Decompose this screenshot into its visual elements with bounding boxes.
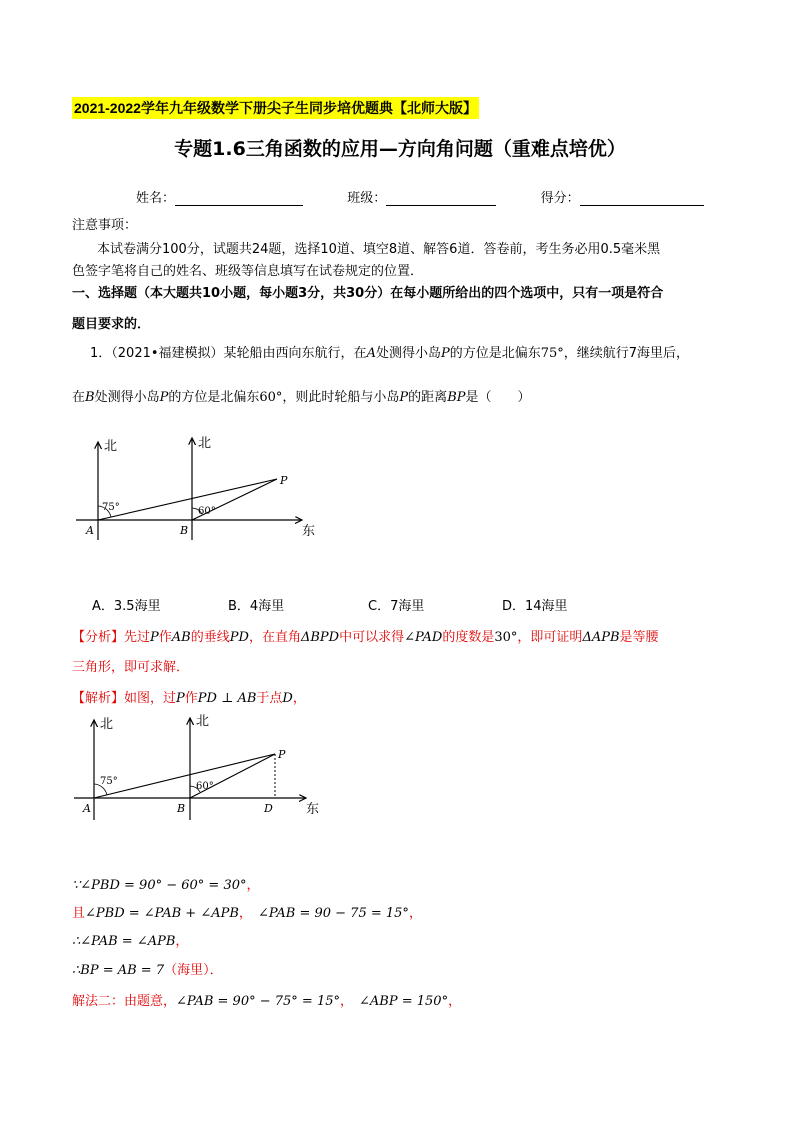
- math-var: P: [440, 346, 450, 361]
- punctuation: ，: [408, 906, 422, 921]
- question-text: 的方位是北偏东: [449, 346, 541, 361]
- line-ap: [98, 479, 277, 520]
- score-field[interactable]: [580, 191, 704, 206]
- question-text: 在: [72, 390, 86, 405]
- point-b-label: B: [177, 802, 186, 815]
- math-var: P: [176, 691, 185, 706]
- solution-text: 于点: [256, 691, 283, 706]
- analysis-line-1: [72, 628, 659, 648]
- math-expression: ∵∠PBD = 90° − 60° = 30°: [72, 878, 247, 893]
- punctuation: ，: [246, 878, 260, 893]
- question-text: ，继续航行7海里后，: [563, 346, 690, 361]
- punctuation: ，: [340, 994, 354, 1009]
- section-heading-line-1: 一、选择题（本大题共10小题，每小题3分，共30分）在每小题所给出的四个选项中，只有一项是符合: [72, 286, 664, 301]
- option-b[interactable]: B．4海里: [228, 599, 285, 614]
- math-var: P: [159, 390, 169, 405]
- analysis-line-2: 三角形，即可求解．: [72, 660, 190, 675]
- option-d[interactable]: D．14海里: [502, 599, 568, 614]
- direction-figure-2: [70, 712, 330, 827]
- punctuation: ，: [175, 934, 189, 949]
- math-var: P: [150, 630, 159, 645]
- north-label: 北: [104, 439, 118, 454]
- north-label: 北: [196, 714, 210, 729]
- solution-tag: 【解析】: [72, 691, 125, 706]
- point-p-label: P: [278, 748, 286, 761]
- math-var: BP: [447, 390, 466, 405]
- math-angle: 30°: [494, 630, 518, 645]
- question-text: 处测得小岛: [94, 390, 160, 405]
- math-angle: 60°: [259, 390, 283, 405]
- solution-text: 解法二：由题意，: [72, 994, 177, 1009]
- notes-line-2: 色签字笔将自己的姓名、班级等信息填写在试卷规定的位置．: [72, 264, 424, 279]
- question-1-line-1: [90, 344, 689, 364]
- section-heading-line-2: 题目要求的．: [72, 317, 151, 332]
- class-label: 班级：: [347, 191, 387, 206]
- solution-text: ，: [292, 691, 306, 706]
- solution-text: 如图，过: [124, 691, 177, 706]
- class-field[interactable]: [386, 191, 496, 206]
- question-text: 的距离: [408, 390, 448, 405]
- solution-step-1: [72, 876, 260, 896]
- name-label: 姓名：: [136, 191, 176, 206]
- math-expression: ∠PAB = 90 − 75 = 15°: [257, 906, 409, 921]
- notes-heading: 注意事项：: [72, 218, 138, 233]
- point-d-label: D: [264, 802, 273, 815]
- question-text: 某轮船由西向东航行，在: [223, 346, 367, 361]
- math-var: D: [282, 691, 293, 706]
- notes-line-1: 本试卷满分100分，试题共24题，选择10道、填空8道、解答6道．答卷前，考生务必用0.5毫米黑: [97, 242, 661, 257]
- point-b-label: B: [180, 524, 189, 537]
- point-p-label: P: [280, 474, 288, 487]
- north-label: 北: [198, 436, 212, 451]
- series-header-tag: 2021-2022学年九年级数学下册尖子生同步培优题典【北师大版】: [72, 97, 479, 119]
- option-a[interactable]: A．3.5海里: [92, 599, 161, 614]
- math-expression: ∠PAB = 90° − 75° = 15°: [176, 994, 341, 1009]
- solution-step-3: [72, 932, 188, 952]
- punctuation: ，: [448, 994, 462, 1009]
- solution-step-4: [72, 961, 223, 981]
- option-c[interactable]: C．7海里: [368, 599, 425, 614]
- solution-text: 作: [184, 691, 198, 706]
- page-title: 专题1.6三角函数的应用—方向角问题（重难点培优）: [174, 138, 626, 160]
- question-1-line-2: [72, 388, 531, 408]
- math-var: B: [85, 390, 95, 405]
- math-var: A: [366, 346, 376, 361]
- angle-75-label: 75°: [100, 776, 118, 787]
- question-text: ，则此时轮船与小岛: [282, 390, 400, 405]
- line-ap: [94, 754, 275, 798]
- math-expression: ∠PBD = ∠PAB + ∠APB: [85, 906, 239, 921]
- direction-figure-1: [70, 432, 330, 547]
- math-var: ΔAPB: [582, 630, 620, 645]
- math-expression: ∠ABP = 150°: [359, 994, 449, 1009]
- solution-step-2: [72, 904, 422, 924]
- name-field[interactable]: [175, 191, 303, 206]
- analysis-text: 先过: [124, 630, 151, 645]
- east-label: 东: [302, 524, 316, 539]
- math-var: ΔBPD: [300, 630, 340, 645]
- north-label: 北: [100, 717, 114, 732]
- math-var: ∠PAD: [404, 630, 443, 645]
- solution-alt-method: [72, 992, 461, 1012]
- analysis-text: ，在直角: [248, 630, 301, 645]
- math-var: AB: [171, 630, 191, 645]
- math-expression: ∴BP = AB = 7: [72, 963, 165, 978]
- solution-line-1: [72, 689, 306, 709]
- score-label: 得分：: [540, 191, 580, 206]
- punctuation: ，: [238, 906, 252, 921]
- info-row: [136, 187, 704, 206]
- angle-75-label: 75°: [102, 502, 120, 513]
- math-angle: 75°: [540, 346, 564, 361]
- solution-text: 且: [72, 906, 86, 921]
- question-text: 是（ ）: [465, 390, 531, 405]
- question-number: 1．: [90, 346, 112, 361]
- point-a-label: A: [86, 524, 94, 537]
- analysis-text: 中可以求得: [339, 630, 405, 645]
- angle-60-label: 60°: [198, 506, 216, 517]
- question-text: 处测得小岛: [375, 346, 441, 361]
- analysis-text: 是等腰: [619, 630, 659, 645]
- east-label: 东: [306, 802, 320, 817]
- point-a-label: A: [83, 802, 91, 815]
- math-expression: PD ⊥ AB: [197, 691, 257, 706]
- analysis-text: ，即可证明: [517, 630, 583, 645]
- angle-60-label: 60°: [196, 781, 214, 792]
- analysis-tag: 【分析】: [72, 630, 125, 645]
- math-expression: ∴∠PAB = ∠APB: [72, 934, 176, 949]
- question-source: （2021•福建模拟）: [111, 346, 224, 361]
- math-var: P: [399, 390, 409, 405]
- math-var: PD: [229, 630, 249, 645]
- question-text: 的方位是北偏东: [168, 390, 260, 405]
- analysis-text: 的度数是: [442, 630, 495, 645]
- analysis-text: 作: [158, 630, 172, 645]
- unit-text: （海里）．: [164, 963, 223, 978]
- analysis-text: 的垂线: [190, 630, 230, 645]
